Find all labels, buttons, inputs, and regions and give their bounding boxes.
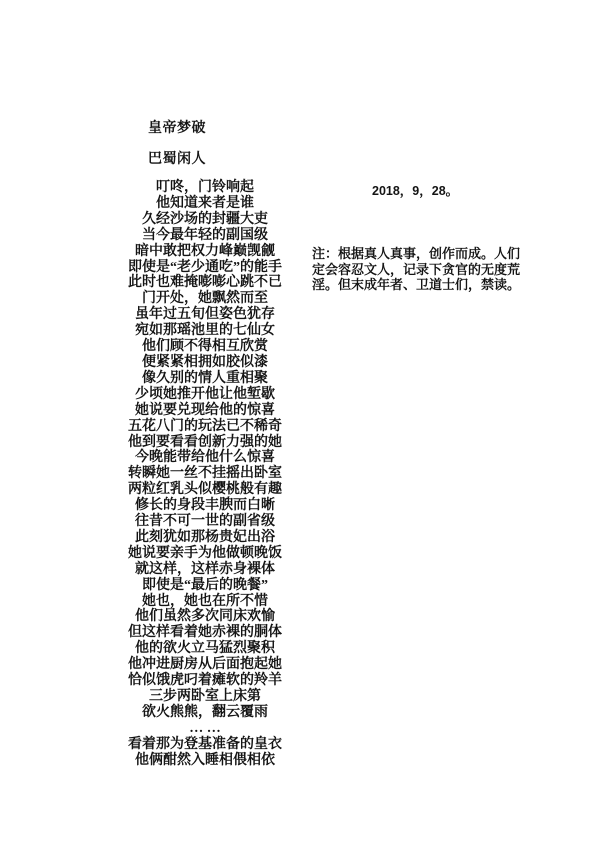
poem-line: 恰似饿虎叼着瘫软的羚羊 <box>128 673 282 689</box>
poem-line: 她说要亲手为他做顿晚饭 <box>128 545 282 561</box>
note-line: 定会容忍文人，记录下贪官的无度荒 <box>312 261 521 277</box>
poem-line: 此时也难掩嘭嘭心跳不已 <box>128 275 282 291</box>
poem-line: 门开处，她飘然而至 <box>142 291 268 307</box>
poem-line: 他冲进厨房从后面抱起她 <box>128 657 282 673</box>
poem-line: 两粒红乳头似樱桃般有趣 <box>128 482 282 498</box>
poem-line: 看着那为登基准备的皇衣 <box>128 736 282 752</box>
note-line: 淫。但末成年者、卫道士们，禁读。 <box>312 277 521 293</box>
poem-line: 暗中敢把权力峰巅觊觎 <box>135 243 275 259</box>
poem-line: 虽年过五旬但姿色犹存 <box>135 307 275 323</box>
poem-line: 便紧紧相拥如胶似漆 <box>142 354 268 370</box>
poem-line: 此刻犹如那杨贵妃出浴 <box>135 529 275 545</box>
poem-body <box>55 180 355 769</box>
poem-line: 他到要看看创新力强的她 <box>128 434 282 450</box>
poem-line: 他们顾不得相互欣赏 <box>142 339 268 355</box>
poem-line: 叮咚，门铃响起 <box>156 180 254 195</box>
author-note <box>312 246 532 293</box>
poem-line: 她也，她也在所不惜 <box>142 593 268 609</box>
poem-line: 久经沙场的封疆大吏 <box>142 211 268 227</box>
poem-line: 像久别的情人重相聚 <box>142 370 268 386</box>
poem-title: 皇帝梦破 <box>148 121 206 136</box>
poem-line: 今晚能带给他什么惊喜 <box>135 450 275 466</box>
poem-line: 她说要兑现给他的惊喜 <box>135 402 275 418</box>
poem-line: 少顷她推开他让他堑歇 <box>135 386 275 402</box>
poem-line: 转瞬她一丝不挂摇出卧室 <box>128 466 282 482</box>
poem-line: 即使是“老少通吃”的能手 <box>128 259 282 275</box>
note-line: 注：根据真人真事，创作而成。人们 <box>312 246 521 261</box>
poem-line: 就这样，这样赤身裸体 <box>135 561 275 577</box>
poem-line: 修长的身段丰腴而白晰 <box>135 498 275 514</box>
poem-line: 他们虽然多次同床欢愉 <box>135 609 275 625</box>
poem-date: 2018，9，28。 <box>372 184 459 198</box>
poem-line: 当今最年轻的副国级 <box>142 227 268 243</box>
poem-line: 欲火熊熊，翻云覆雨 <box>142 704 268 720</box>
poem-line: … … <box>189 720 221 736</box>
poem-line: 五花八门的玩法已不稀奇 <box>128 418 282 434</box>
poem-line: 他俩酣然入睡相偎相依 <box>135 752 275 768</box>
poem-line: 即使是“最后的晚餐” <box>142 577 268 593</box>
poem-line: 三步两卧室上床第 <box>149 689 261 704</box>
poem-line: 往昔不可一世的副省级 <box>135 514 275 530</box>
poem-line: 他的欲火立马猛烈聚积 <box>135 641 275 657</box>
poem-line: 他知道来者是谁 <box>156 195 254 211</box>
poem-line: 但这样看着她赤裸的胴体 <box>128 625 282 641</box>
poem-author: 巴蜀闲人 <box>148 152 206 167</box>
poem-line: 宛如那瑶池里的七仙女 <box>135 323 275 339</box>
